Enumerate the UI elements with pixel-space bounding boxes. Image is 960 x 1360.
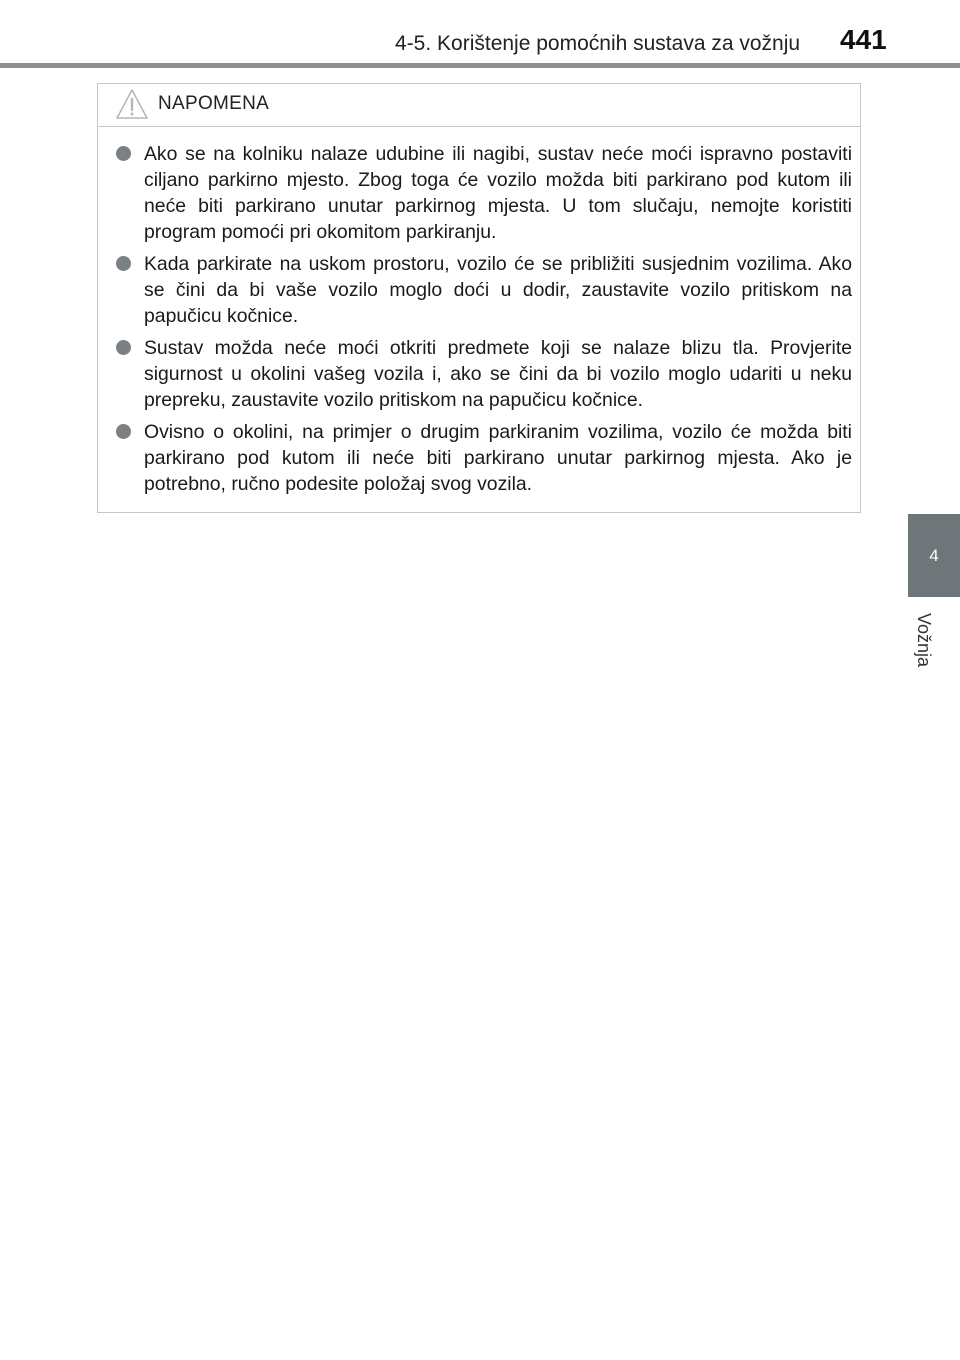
list-item-text: Ovisno o okolini, na primjer o drugim parkiranim vozilima, vozilo će možda biti parkirano pod kutom ili neće biti parkirano unutar parkirnog mjesta. Ako je potrebno, ručno podesite položaj svog vozila. (144, 421, 852, 495)
chapter-number: 4 (929, 545, 939, 565)
list-item-text: Kada parkirate na uskom prostoru, vozilo će se približiti susjednim vozilima. Ako se čini da bi vaše vozilo moglo doći u dodir, zaustavite vozilo pritiskom na papučicu kočnice. (144, 253, 852, 327)
note-label: NAPOMENA (158, 93, 270, 114)
chapter-tab (908, 514, 960, 597)
list-item (98, 141, 860, 245)
list-item (98, 335, 860, 413)
list-item (98, 251, 860, 329)
note-header (98, 84, 860, 127)
note-list (98, 141, 860, 503)
bullet-dot (116, 146, 131, 161)
bullet-dot (116, 340, 131, 355)
bullet-dot (116, 256, 131, 271)
section-title: 4-5. Korištenje pomoćnih sustava za vožnju (395, 32, 801, 55)
list-item (98, 419, 860, 497)
warning-triangle-icon (115, 88, 149, 120)
chapter-label: Vožnja (914, 612, 934, 668)
list-item-text: Ako se na kolniku nalaze udubine ili nagibi, sustav neće moći ispravno postaviti ciljano parkirno mjesto. Zbog toga će vozilo možda biti parkirano pod kutom ili neće biti parkirano unutar parkirnog mjesta. U tom slučaju, nemojte koristiti program pomoći pri okomitom parkiranju. (144, 143, 852, 243)
page-number: 441 (840, 24, 887, 55)
list-item-text: Sustav možda neće moći otkriti predmete koji se nalaze blizu tla. Provjerite sigurnost u okolini vašeg vozila i, ako se čini da bi vozilo moglo udariti u neku prepreku, zaustavite vozilo pritiskom na papučicu kočnice. (144, 337, 852, 411)
note-box (97, 83, 861, 513)
bullet-dot (116, 424, 131, 439)
header-rule (0, 63, 960, 68)
